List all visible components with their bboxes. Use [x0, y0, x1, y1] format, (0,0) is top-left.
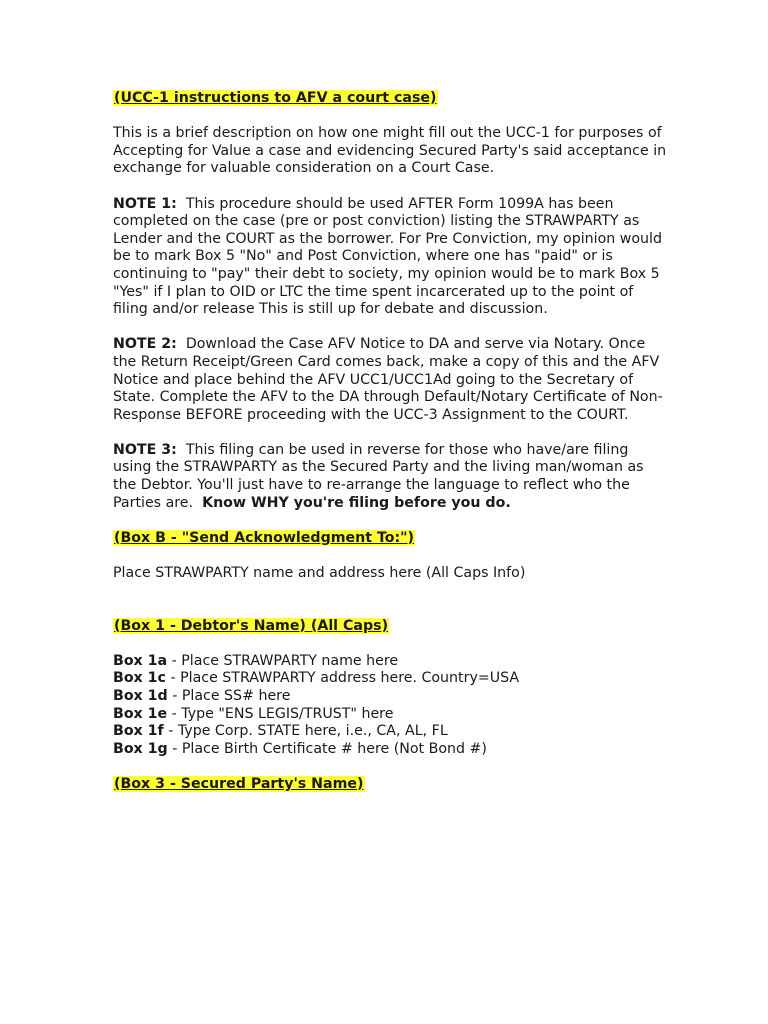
- intro-paragraph: This is a brief description on how one might fill out the UCC-1 for purposes of Accepting for Value a case and evidencing Secured Party's said acceptance in exchange for valuable consideration on a Court Case.: [113, 125, 667, 177]
- box-b-heading-highlight: (Box B - "Send Acknowledgment To:"): [114, 529, 415, 546]
- box-1c-text: - Place STRAWPARTY address here. Country=USA: [165, 670, 520, 687]
- box-1e-label: Box 1e: [113, 705, 168, 722]
- note-2-paragraph: [113, 336, 668, 424]
- note-1-paragraph: [113, 196, 668, 319]
- box-1g-label: Box 1g: [113, 740, 168, 757]
- box-3-heading: [113, 776, 668, 794]
- box-b-text: Place STRAWPARTY name and address here (All Caps Info): [113, 565, 526, 582]
- title-highlight: (UCC-1 instructions to AFV a court case): [114, 90, 437, 106]
- box-b-heading: [113, 530, 668, 548]
- box-1a-line: [113, 653, 668, 671]
- box-1e-line: [113, 706, 668, 724]
- note-2-text: Download the Case AFV Notice to DA and serve via Notary. Once the Return Receipt/Green Card comes back, make a copy of this and the AFV Notice and place behind the AFV UCC1/UCC1Ad going to the Secretary of State. Complete the AFV to the DA through Default/Notary Certificate of Non-Response BEFORE proceeding with the UCC-3 Assignment to the COURT.: [113, 336, 663, 423]
- box-1a-text: - Place STRAWPARTY name here: [167, 652, 399, 669]
- box-1f-text: - Type Corp. STATE here, i.e., CA, AL, FL: [163, 723, 448, 740]
- box-1f-label: Box 1f: [113, 723, 164, 740]
- box-1c-line: [113, 670, 668, 688]
- note-2-label: NOTE 2:: [113, 336, 177, 353]
- note-3-paragraph: [113, 442, 668, 512]
- box-3-heading-highlight: (Box 3 - Secured Party's Name): [114, 775, 364, 792]
- note-3-emphasis: Know WHY you're filing before you do.: [202, 494, 511, 511]
- box-1g-line: [113, 741, 668, 759]
- box-1-heading-highlight: (Box 1 - Debtor's Name) (All Caps): [114, 617, 389, 634]
- box-1d-label: Box 1d: [113, 688, 168, 704]
- box-1c-label: Box 1c: [113, 670, 166, 687]
- note-1-text: This procedure should be used AFTER Form 1099A has been completed on the case (pre or post conviction) listing the STRAWPARTY as Lender and the COURT as the borrower. For Pre Conviction, my opinion would be to mark Box 5 "No" and Post Conviction, where one has "paid" or is continuing to "pay" their debt to society, my opinion would be to mark Box 5 "Yes" if I plan to OID or LTC the time spent incarcerated up to the point of filing and/or release This is still up for debate and discussion.: [113, 195, 662, 318]
- box-1-list: [113, 653, 668, 759]
- box-1a-label: Box 1a: [113, 652, 168, 669]
- box-1e-text: - Type "ENS LEGIS/TRUST" here: [167, 705, 394, 722]
- note-3-text: This filing can be used in reverse for those who have/are filing using the STRAWPARTY as the Secured Party and the living man/woman as the Debtor. You'll just have to re-arrange the language to reflect who the Parties are.: [113, 441, 644, 511]
- box-1f-line: [113, 723, 668, 741]
- note-1-label: NOTE 1:: [113, 195, 177, 212]
- box-1d-text: - Place SS# here: [167, 688, 291, 704]
- box-1-heading: [113, 618, 668, 636]
- document-title: [113, 90, 668, 108]
- box-1g-text: - Place Birth Certificate # here (Not Bond #): [167, 740, 487, 757]
- box-1d-line: [113, 688, 668, 706]
- note-3-label: NOTE 3:: [113, 441, 177, 458]
